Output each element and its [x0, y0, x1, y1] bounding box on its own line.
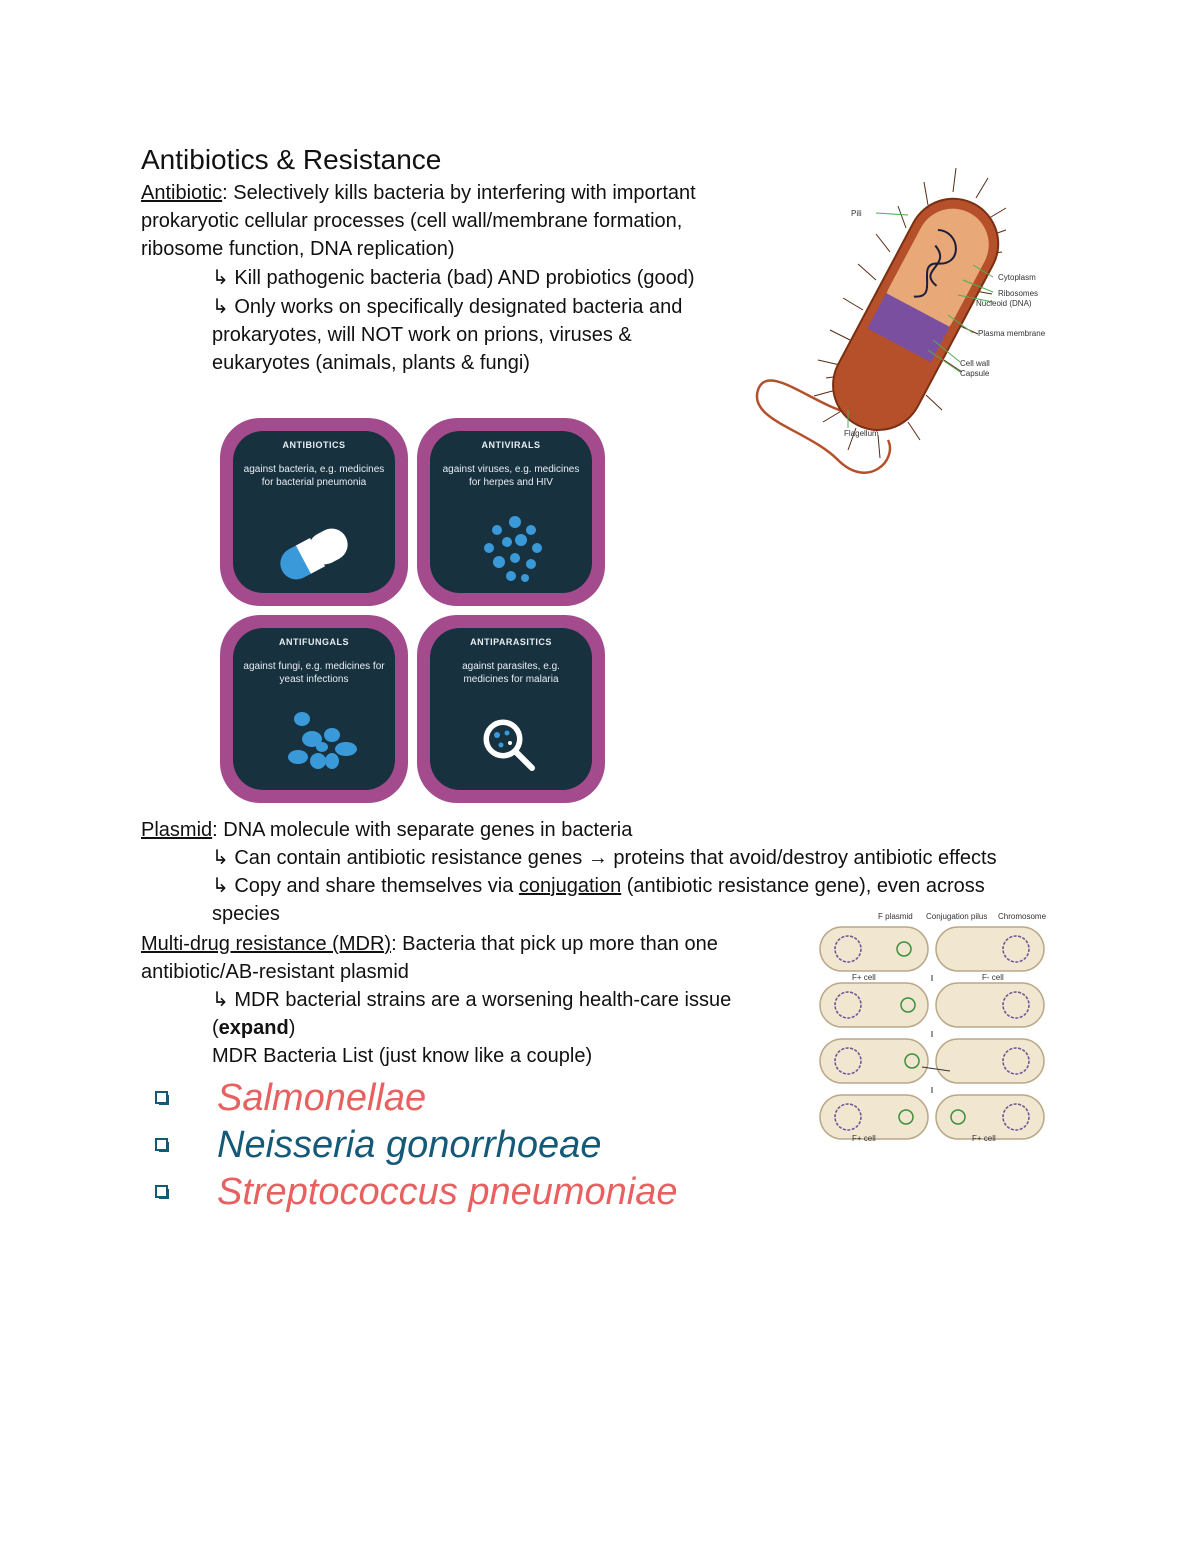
tile-antiparasitics-heading: ANTIPARASITICS: [470, 637, 552, 647]
mdr-definition: [141, 930, 718, 958]
label-f-plus-cell-final: F+ cell: [852, 1134, 876, 1143]
cell-shape: [936, 983, 1044, 1027]
cell-shape: [820, 927, 928, 971]
checkbox-icon[interactable]: [155, 1091, 169, 1105]
tile-antifungals-heading: ANTIFUNGALS: [279, 637, 349, 647]
label-chromosome: Chromosome: [998, 912, 1047, 921]
tile-antivirals-sub-2: for herpes and HIV: [469, 477, 553, 488]
label-cytoplasm: Cytoplasm: [998, 273, 1036, 282]
tile-antiparasitics: [417, 615, 605, 803]
cell-shape: [936, 1095, 1044, 1139]
label-capsule: Capsule: [960, 369, 990, 378]
yeast-icon: [220, 615, 408, 803]
plasmid-bullet-2-post: (antibiotic resistance gene), even across: [621, 875, 985, 897]
plasmid-bullet-2-pre: ↳ Copy and share themselves via: [212, 875, 519, 897]
checkbox-icon[interactable]: [155, 1138, 169, 1152]
label-nucleoid: Nucleoid (DNA): [976, 299, 1032, 308]
label-pili: Pili: [851, 209, 862, 218]
expand-word: expand: [218, 1017, 289, 1039]
tile-antibiotics-sub-2: for bacterial pneumonia: [261, 477, 367, 488]
antibiotic-term: Antibiotic: [141, 182, 223, 204]
tile-antivirals: [417, 418, 605, 606]
cell-shape: [820, 1039, 928, 1083]
antibiotic-bullet-2-cont2: eukaryotes (animals, plants & fungi): [212, 352, 530, 374]
tile-antifungals-sub-2: yeast infections: [279, 674, 349, 685]
plasmid-definition: [141, 816, 632, 844]
plasmid-bullet-1: ↳ Can contain antibiotic resistance genes → proteins that avoid/destroy antibiotic effects: [212, 847, 997, 869]
label-flagellum: Flagellum: [844, 429, 879, 438]
tile-antibiotics-sub-1: against bacteria, e.g. medicines: [243, 464, 385, 475]
plasmid-bullet-2-cont: species: [212, 903, 280, 925]
checkbox-icon[interactable]: [155, 1185, 169, 1199]
magnifier-icon: [417, 615, 605, 803]
bacterium-diagram: [748, 160, 1068, 485]
tile-antibiotics: [220, 418, 408, 606]
mdr-bullet-1: ↳ MDR bacterial strains are a worsening health-care issue: [212, 989, 732, 1011]
plasmid-bullet-2: [212, 872, 985, 900]
antibiotic-def-3: ribosome function, DNA replication): [141, 238, 455, 260]
label-plasma-membrane: Plasma membrane: [978, 329, 1046, 338]
page-title: Antibiotics & Resistance: [141, 144, 442, 175]
antibiotic-definition: [141, 179, 696, 207]
conjugation-diagram: [812, 905, 1052, 1145]
antibiotic-def-2: prokaryotic cellular processes (cell wall/membrane formation,: [141, 210, 683, 232]
label-conjugation-pilus: Conjugation pilus: [926, 912, 988, 921]
antibiotic-bullet-2: ↳ Only works on specifically designated bacteria and: [212, 296, 683, 318]
label-f-plasmid: F plasmid: [878, 912, 913, 921]
label-cell-wall: Cell wall: [960, 359, 990, 368]
tile-antiparasitics-sub-1: against parasites, e.g.: [462, 661, 560, 672]
antibiotic-bullet-2-cont: prokaryotes, will NOT work on prions, viruses &: [212, 324, 632, 346]
label-f-minus-cell: F- cell: [982, 973, 1004, 982]
virus-icon: [417, 418, 605, 606]
antibiotic-bullet-1: ↳ Kill pathogenic bacteria (bad) AND probiotics (good): [212, 267, 695, 289]
plasmid-term: Plasmid: [141, 819, 213, 841]
label-ribosomes: Ribosomes: [998, 289, 1039, 298]
plasmid-def: : DNA molecule with separate genes in bacteria: [212, 819, 633, 841]
mdr-def-2: antibiotic/AB-resistant plasmid: [141, 961, 409, 983]
mdr-def-1: : Bacteria that pick up more than one: [391, 933, 718, 955]
mdr-expand: (expand): [212, 1017, 296, 1039]
mdr-list-heading: MDR Bacteria List (just know like a couple): [212, 1045, 593, 1067]
cell-shape: [936, 1039, 1044, 1083]
cell-shape: [820, 1095, 928, 1139]
tile-antifungals-sub-1: against fungi, e.g. medicines for: [243, 661, 385, 672]
label-recipient-cell-final: F+ cell: [972, 1134, 996, 1143]
cell-shape: [936, 927, 1044, 971]
tile-antiparasitics-sub-2: medicines for malaria: [463, 674, 559, 685]
mdr-item-name: Neisseria gonorrhoeae: [217, 1124, 602, 1166]
conjugation-term: conjugation: [518, 875, 622, 897]
cell-shape: [820, 983, 928, 1027]
tile-antifungals: [220, 615, 408, 803]
mdr-item-name: Streptococcus pneumoniae: [217, 1171, 678, 1213]
mdr-term: Multi-drug resistance (MDR): [141, 933, 392, 955]
tile-antibiotics-heading: ANTIBIOTICS: [282, 440, 346, 450]
label-f-plus-cell: F+ cell: [852, 973, 876, 982]
tile-antivirals-heading: ANTIVIRALS: [481, 440, 541, 450]
tile-antivirals-sub-1: against viruses, e.g. medicines: [442, 464, 580, 475]
antibiotic-def-1: : Selectively kills bacteria by interfering with important: [222, 182, 696, 204]
capsule-icon: [220, 418, 408, 606]
mdr-item-name: Salmonellae: [217, 1077, 427, 1119]
